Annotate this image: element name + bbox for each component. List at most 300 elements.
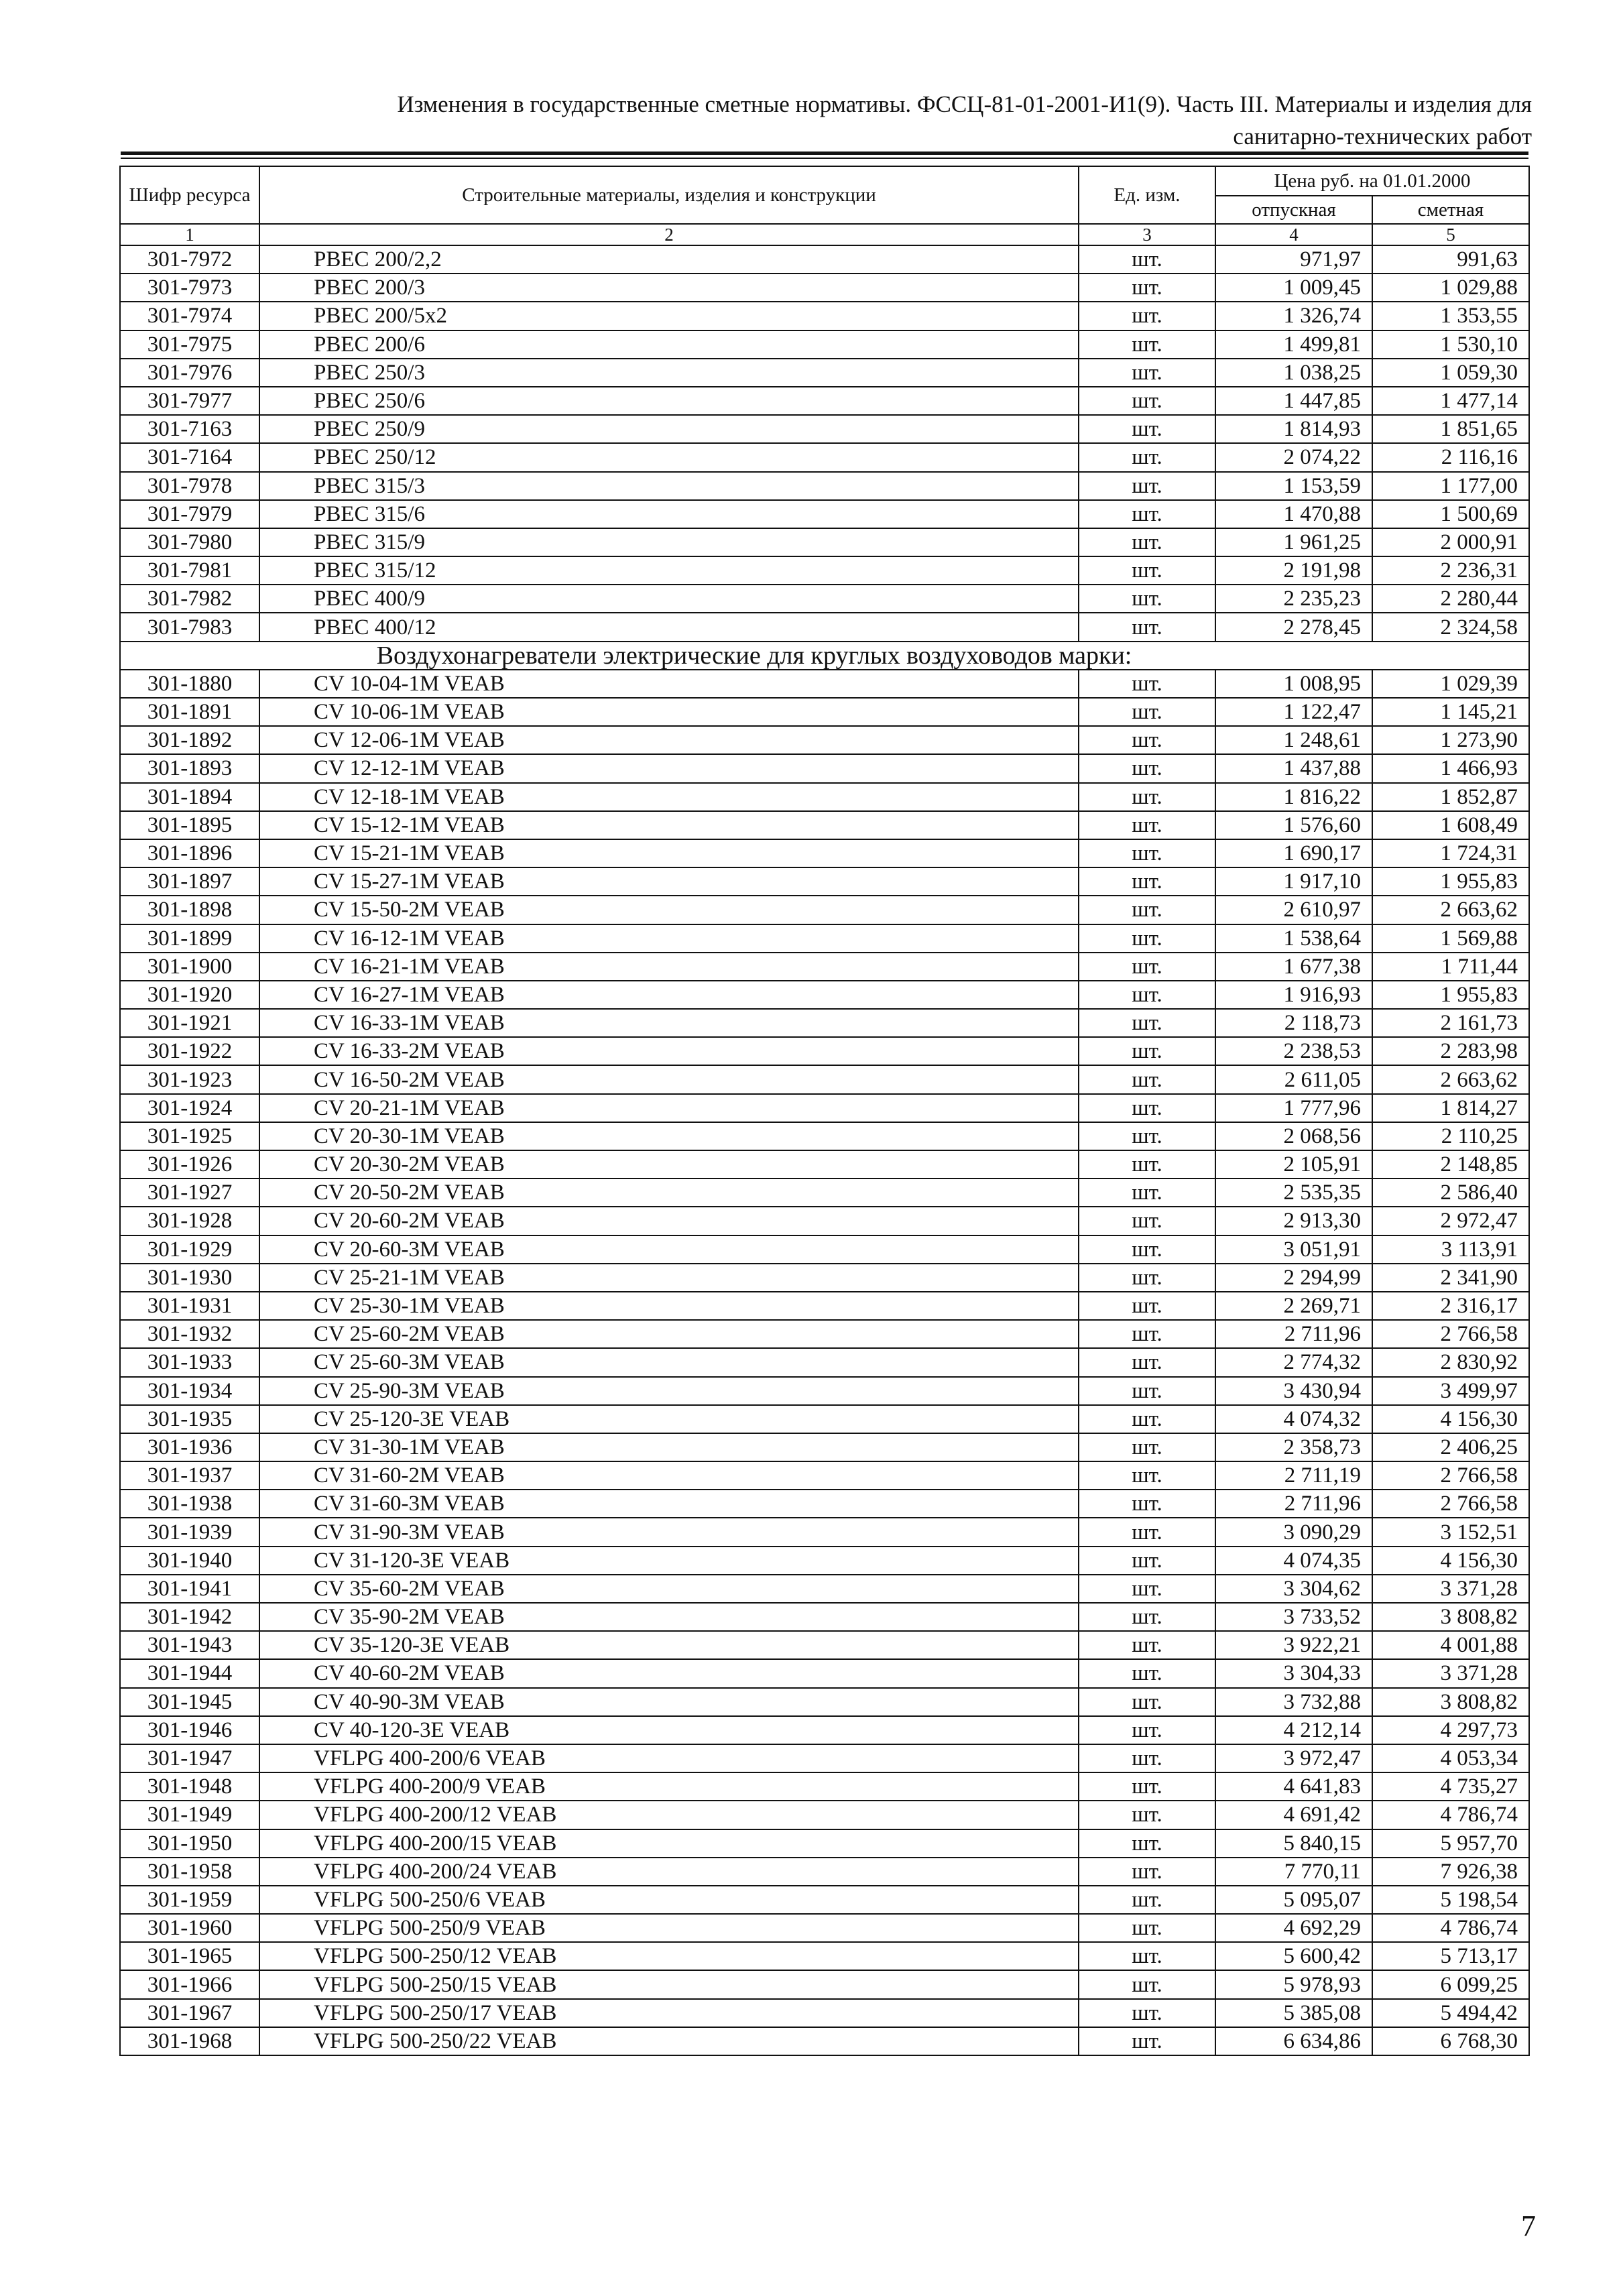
- cell-name: CV 12-12-1M VEAB: [259, 754, 1079, 782]
- cell-price-release: 6 634,86: [1215, 2027, 1372, 2055]
- table-row: [120, 1490, 1529, 1518]
- cell-price-release: 1 816,22: [1215, 783, 1372, 811]
- cell-code: 301-1933: [120, 1348, 259, 1376]
- cell-unit: шт.: [1079, 1886, 1215, 1914]
- cell-price-release: 4 691,42: [1215, 1801, 1372, 1829]
- cell-name: CV 20-21-1M VEAB: [259, 1094, 1079, 1122]
- cell-unit: шт.: [1079, 1094, 1215, 1122]
- cell-price-estimate: 4 156,30: [1372, 1405, 1529, 1433]
- cell-price-estimate: 1 029,88: [1372, 274, 1529, 302]
- cell-price-release: 1 009,45: [1215, 274, 1372, 302]
- table-row: [120, 330, 1529, 359]
- cell-price-estimate: 2 663,62: [1372, 896, 1529, 924]
- cell-price-release: 3 090,29: [1215, 1518, 1372, 1546]
- cell-price-release: 4 074,35: [1215, 1547, 1372, 1575]
- cell-price-estimate: 2 324,58: [1372, 613, 1529, 641]
- cell-code: 301-1947: [120, 1744, 259, 1772]
- cell-price-estimate: 4 156,30: [1372, 1547, 1529, 1575]
- table-row: [120, 1461, 1529, 1490]
- cell-price-estimate: 1 851,65: [1372, 415, 1529, 443]
- cell-code: 301-1966: [120, 1970, 259, 1998]
- cell-price-release: 1 470,88: [1215, 500, 1372, 528]
- header-price-estimate: сметная: [1372, 196, 1529, 224]
- cell-unit: шт.: [1079, 1179, 1215, 1207]
- cell-name: РВЕС 200/5x2: [259, 302, 1079, 330]
- cell-price-release: 2 610,97: [1215, 896, 1372, 924]
- cell-name: РВЕС 250/3: [259, 359, 1079, 387]
- cell-price-release: 5 600,42: [1215, 1942, 1372, 1970]
- cell-code: 301-1932: [120, 1320, 259, 1348]
- cell-unit: шт.: [1079, 1829, 1215, 1858]
- cell-price-estimate: 2 830,92: [1372, 1348, 1529, 1376]
- cell-unit: шт.: [1079, 811, 1215, 839]
- cell-price-estimate: 1 608,49: [1372, 811, 1529, 839]
- cell-price-release: 3 304,62: [1215, 1575, 1372, 1603]
- header-price-group: Цена руб. на 01.01.2000: [1215, 166, 1529, 196]
- cell-unit: шт.: [1079, 1292, 1215, 1320]
- cell-price-release: 4 074,32: [1215, 1405, 1372, 1433]
- cell-price-release: 4 692,29: [1215, 1914, 1372, 1942]
- cell-unit: шт.: [1079, 1716, 1215, 1744]
- cell-name: РВЕС 400/9: [259, 585, 1079, 613]
- cell-unit: шт.: [1079, 754, 1215, 782]
- cell-code: 301-1923: [120, 1065, 259, 1093]
- cell-code: 301-1949: [120, 1801, 259, 1829]
- cell-unit: шт.: [1079, 1264, 1215, 1292]
- cell-price-release: 1 538,64: [1215, 924, 1372, 953]
- cell-code: 301-7978: [120, 472, 259, 500]
- cell-code: 301-1967: [120, 1999, 259, 2027]
- cell-price-release: 1 961,25: [1215, 528, 1372, 556]
- cell-unit: шт.: [1079, 1942, 1215, 1970]
- cell-price-estimate: 4 786,74: [1372, 1801, 1529, 1829]
- cell-code: 301-7979: [120, 500, 259, 528]
- cell-unit: шт.: [1079, 698, 1215, 726]
- cell-price-estimate: 3 808,82: [1372, 1603, 1529, 1631]
- cell-unit: шт.: [1079, 2027, 1215, 2055]
- cell-unit: шт.: [1079, 1970, 1215, 1998]
- table-row: [120, 1433, 1529, 1461]
- cell-name: CV 12-06-1M VEAB: [259, 726, 1079, 754]
- table-row: [120, 613, 1529, 641]
- cell-unit: шт.: [1079, 1405, 1215, 1433]
- table-row: [120, 1065, 1529, 1093]
- cell-price-estimate: 4 297,73: [1372, 1716, 1529, 1744]
- cell-price-release: 5 385,08: [1215, 1999, 1372, 2027]
- table-row: [120, 1744, 1529, 1772]
- header-rule: [121, 152, 1528, 155]
- cell-code: 301-1925: [120, 1122, 259, 1150]
- cell-name: РВЕС 315/6: [259, 500, 1079, 528]
- cell-price-release: 2 068,56: [1215, 1122, 1372, 1150]
- header-rule-thin: [121, 158, 1528, 159]
- cell-price-release: 1 777,96: [1215, 1094, 1372, 1122]
- cell-price-release: 1 917,10: [1215, 867, 1372, 896]
- page-header: [114, 88, 1532, 153]
- header-unit: Ед. изм.: [1079, 166, 1215, 224]
- cell-price-release: 3 733,52: [1215, 1603, 1372, 1631]
- cell-code: 301-1880: [120, 670, 259, 698]
- cell-code: 301-1927: [120, 1179, 259, 1207]
- cell-price-estimate: 1 852,87: [1372, 783, 1529, 811]
- table-row: [120, 1603, 1529, 1631]
- cell-price-release: 1 122,47: [1215, 698, 1372, 726]
- cell-code: 301-7981: [120, 556, 259, 585]
- table-row: [120, 1942, 1529, 1970]
- table-row: [120, 1970, 1529, 1998]
- cell-code: 301-1898: [120, 896, 259, 924]
- table-row: [120, 359, 1529, 387]
- table-row: [120, 1405, 1529, 1433]
- cell-code: 301-1946: [120, 1716, 259, 1744]
- cell-name: CV 40-90-3M VEAB: [259, 1688, 1079, 1716]
- table-row: [120, 1575, 1529, 1603]
- table-row: [120, 1547, 1529, 1575]
- cell-price-estimate: 1 059,30: [1372, 359, 1529, 387]
- cell-price-estimate: 2 280,44: [1372, 585, 1529, 613]
- cell-name: РВЕС 200/2,2: [259, 245, 1079, 274]
- cell-unit: шт.: [1079, 1150, 1215, 1179]
- table-row: [120, 1292, 1529, 1320]
- cell-code: 301-1931: [120, 1292, 259, 1320]
- cell-unit: шт.: [1079, 867, 1215, 896]
- cell-unit: шт.: [1079, 839, 1215, 867]
- cell-code: 301-1922: [120, 1037, 259, 1065]
- cell-price-estimate: 3 499,97: [1372, 1377, 1529, 1405]
- cell-name: CV 10-04-1M VEAB: [259, 670, 1079, 698]
- table-row: [120, 274, 1529, 302]
- header-name: Строительные материалы, изделия и конструкции: [259, 166, 1079, 224]
- cell-unit: шт.: [1079, 981, 1215, 1009]
- cell-name: РВЕС 250/6: [259, 387, 1079, 415]
- cell-name: CV 20-60-2M VEAB: [259, 1207, 1079, 1235]
- cell-price-estimate: 2 766,58: [1372, 1490, 1529, 1518]
- cell-code: 301-7983: [120, 613, 259, 641]
- cell-price-estimate: 991,63: [1372, 245, 1529, 274]
- cell-price-release: 2 711,19: [1215, 1461, 1372, 1490]
- cell-price-release: 3 304,33: [1215, 1659, 1372, 1687]
- cell-price-estimate: 4 001,88: [1372, 1631, 1529, 1659]
- cell-unit: шт.: [1079, 896, 1215, 924]
- cell-price-estimate: 5 957,70: [1372, 1829, 1529, 1858]
- header-line-1: Изменения в государственные сметные нормативы. ФССЦ-81-01-2001-И1(9). Часть III. Материалы и изделия для: [397, 91, 1532, 117]
- table-row: [120, 472, 1529, 500]
- cell-price-release: 971,97: [1215, 245, 1372, 274]
- cell-unit: шт.: [1079, 1207, 1215, 1235]
- cell-price-estimate: 6 099,25: [1372, 1970, 1529, 1998]
- cell-price-release: 2 074,22: [1215, 443, 1372, 471]
- cell-price-estimate: 3 152,51: [1372, 1518, 1529, 1546]
- cell-code: 301-1897: [120, 867, 259, 896]
- cell-price-release: 1 038,25: [1215, 359, 1372, 387]
- cell-unit: шт.: [1079, 472, 1215, 500]
- cell-price-estimate: 5 713,17: [1372, 1942, 1529, 1970]
- table-row: [120, 1122, 1529, 1150]
- cell-name: CV 12-18-1M VEAB: [259, 783, 1079, 811]
- cell-price-estimate: 1 955,83: [1372, 867, 1529, 896]
- cell-name: РВЕС 200/6: [259, 330, 1079, 359]
- cell-code: 301-1965: [120, 1942, 259, 1970]
- cell-unit: шт.: [1079, 245, 1215, 274]
- cell-price-release: 2 278,45: [1215, 613, 1372, 641]
- cell-name: CV 15-21-1M VEAB: [259, 839, 1079, 867]
- cell-unit: шт.: [1079, 387, 1215, 415]
- table-row: [120, 1377, 1529, 1405]
- cell-unit: шт.: [1079, 1772, 1215, 1801]
- table-row: [120, 302, 1529, 330]
- cell-name: CV 35-120-3E VEAB: [259, 1631, 1079, 1659]
- table-row: [120, 2027, 1529, 2055]
- table-row: [120, 783, 1529, 811]
- table-row: [120, 1999, 1529, 2027]
- cell-name: CV 10-06-1M VEAB: [259, 698, 1079, 726]
- cell-price-release: 3 732,88: [1215, 1688, 1372, 1716]
- cell-name: CV 40-60-2M VEAB: [259, 1659, 1079, 1687]
- table-row: [120, 556, 1529, 585]
- cell-code: 301-7974: [120, 302, 259, 330]
- cell-price-estimate: 6 768,30: [1372, 2027, 1529, 2055]
- table-row: [120, 670, 1529, 698]
- cell-price-estimate: 7 926,38: [1372, 1858, 1529, 1886]
- table-row: [120, 981, 1529, 1009]
- table-row: [120, 1659, 1529, 1687]
- cell-price-release: 5 840,15: [1215, 1829, 1372, 1858]
- cell-unit: шт.: [1079, 556, 1215, 585]
- cell-price-estimate: 2 316,17: [1372, 1292, 1529, 1320]
- cell-code: 301-1937: [120, 1461, 259, 1490]
- header-price-release: отпускная: [1215, 196, 1372, 224]
- cell-unit: шт.: [1079, 1914, 1215, 1942]
- cell-price-estimate: 1 711,44: [1372, 953, 1529, 981]
- table-row: [120, 726, 1529, 754]
- cell-price-release: 2 118,73: [1215, 1009, 1372, 1037]
- cell-price-release: 1 437,88: [1215, 754, 1372, 782]
- cell-price-estimate: 2 161,73: [1372, 1009, 1529, 1037]
- cell-price-release: 4 212,14: [1215, 1716, 1372, 1744]
- cell-unit: шт.: [1079, 1461, 1215, 1490]
- cell-code: 301-1939: [120, 1518, 259, 1546]
- cell-code: 301-1924: [120, 1094, 259, 1122]
- cell-price-release: 2 238,53: [1215, 1037, 1372, 1065]
- cell-name: VFLPG 500-250/22 VEAB: [259, 2027, 1079, 2055]
- cell-name: CV 15-12-1M VEAB: [259, 811, 1079, 839]
- table-row: [120, 1829, 1529, 1858]
- cell-name: VFLPG 400-200/15 VEAB: [259, 1829, 1079, 1858]
- cell-code: 301-1900: [120, 953, 259, 981]
- cell-name: РВЕС 315/12: [259, 556, 1079, 585]
- cell-price-release: 2 358,73: [1215, 1433, 1372, 1461]
- table-row: [120, 1179, 1529, 1207]
- cell-unit: шт.: [1079, 1603, 1215, 1631]
- cell-unit: шт.: [1079, 1688, 1215, 1716]
- cell-name: VFLPG 400-200/6 VEAB: [259, 1744, 1079, 1772]
- cell-unit: шт.: [1079, 274, 1215, 302]
- cell-price-release: 1 814,93: [1215, 415, 1372, 443]
- cell-price-estimate: 2 972,47: [1372, 1207, 1529, 1235]
- cell-price-estimate: 1 500,69: [1372, 500, 1529, 528]
- column-index: 2: [259, 224, 1079, 245]
- cell-code: 301-1935: [120, 1405, 259, 1433]
- cell-price-release: 1 916,93: [1215, 981, 1372, 1009]
- cell-code: 301-1940: [120, 1547, 259, 1575]
- price-table: [119, 166, 1530, 2056]
- cell-name: CV 31-60-3M VEAB: [259, 1490, 1079, 1518]
- cell-price-estimate: 4 786,74: [1372, 1914, 1529, 1942]
- cell-code: 301-1945: [120, 1688, 259, 1716]
- cell-code: 301-1926: [120, 1150, 259, 1179]
- cell-name: РВЕС 250/9: [259, 415, 1079, 443]
- cell-price-release: 2 235,23: [1215, 585, 1372, 613]
- cell-price-release: 2 711,96: [1215, 1320, 1372, 1348]
- cell-price-estimate: 3 113,91: [1372, 1235, 1529, 1264]
- cell-price-release: 2 535,35: [1215, 1179, 1372, 1207]
- table-row: [120, 245, 1529, 274]
- cell-code: 301-7164: [120, 443, 259, 471]
- cell-unit: шт.: [1079, 1065, 1215, 1093]
- cell-unit: шт.: [1079, 1744, 1215, 1772]
- column-index: 1: [120, 224, 259, 245]
- cell-name: CV 31-90-3M VEAB: [259, 1518, 1079, 1546]
- table-row: [120, 867, 1529, 896]
- cell-price-estimate: 1 353,55: [1372, 302, 1529, 330]
- cell-price-estimate: 2 586,40: [1372, 1179, 1529, 1207]
- cell-code: 301-7972: [120, 245, 259, 274]
- cell-code: 301-1938: [120, 1490, 259, 1518]
- table-row: [120, 528, 1529, 556]
- cell-price-estimate: 1 724,31: [1372, 839, 1529, 867]
- cell-code: 301-1941: [120, 1575, 259, 1603]
- column-index: 5: [1372, 224, 1529, 245]
- cell-unit: шт.: [1079, 1235, 1215, 1264]
- cell-unit: шт.: [1079, 330, 1215, 359]
- cell-name: VFLPG 500-250/12 VEAB: [259, 1942, 1079, 1970]
- cell-name: РВЕС 200/3: [259, 274, 1079, 302]
- cell-price-estimate: 3 371,28: [1372, 1659, 1529, 1687]
- cell-name: CV 25-21-1M VEAB: [259, 1264, 1079, 1292]
- cell-name: CV 20-30-1M VEAB: [259, 1122, 1079, 1150]
- table-row: [120, 1518, 1529, 1546]
- cell-unit: шт.: [1079, 953, 1215, 981]
- cell-code: 301-1942: [120, 1603, 259, 1631]
- cell-name: РВЕС 315/3: [259, 472, 1079, 500]
- cell-price-estimate: 2 766,58: [1372, 1320, 1529, 1348]
- cell-unit: шт.: [1079, 1490, 1215, 1518]
- cell-code: 301-7975: [120, 330, 259, 359]
- cell-price-estimate: 3 808,82: [1372, 1688, 1529, 1716]
- cell-price-estimate: 1 145,21: [1372, 698, 1529, 726]
- cell-code: 301-1959: [120, 1886, 259, 1914]
- cell-name: CV 31-30-1M VEAB: [259, 1433, 1079, 1461]
- cell-name: CV 35-60-2M VEAB: [259, 1575, 1079, 1603]
- cell-price-release: 2 913,30: [1215, 1207, 1372, 1235]
- cell-price-release: 3 051,91: [1215, 1235, 1372, 1264]
- cell-unit: шт.: [1079, 1122, 1215, 1150]
- cell-price-release: 1 326,74: [1215, 302, 1372, 330]
- cell-unit: шт.: [1079, 1999, 1215, 2027]
- cell-code: 301-1934: [120, 1377, 259, 1405]
- cell-name: CV 35-90-2M VEAB: [259, 1603, 1079, 1631]
- cell-code: 301-1921: [120, 1009, 259, 1037]
- cell-price-release: 1 447,85: [1215, 387, 1372, 415]
- cell-unit: шт.: [1079, 500, 1215, 528]
- cell-name: VFLPG 400-200/24 VEAB: [259, 1858, 1079, 1886]
- cell-price-release: 3 972,47: [1215, 1744, 1372, 1772]
- table-row: [120, 896, 1529, 924]
- table-row: [120, 585, 1529, 613]
- table-row: [120, 839, 1529, 867]
- cell-name: CV 16-21-1M VEAB: [259, 953, 1079, 981]
- cell-name: CV 31-120-3E VEAB: [259, 1547, 1079, 1575]
- table-row: [120, 1716, 1529, 1744]
- cell-code: 301-1928: [120, 1207, 259, 1235]
- table-row: [120, 1631, 1529, 1659]
- cell-code: 301-1894: [120, 783, 259, 811]
- cell-price-release: 1 677,38: [1215, 953, 1372, 981]
- cell-code: 301-1920: [120, 981, 259, 1009]
- cell-name: CV 16-12-1M VEAB: [259, 924, 1079, 953]
- cell-price-estimate: 1 177,00: [1372, 472, 1529, 500]
- section-row: [120, 642, 1529, 670]
- cell-name: VFLPG 400-200/9 VEAB: [259, 1772, 1079, 1801]
- cell-code: 301-1948: [120, 1772, 259, 1801]
- cell-price-estimate: 2 766,58: [1372, 1461, 1529, 1490]
- cell-name: CV 40-120-3E VEAB: [259, 1716, 1079, 1744]
- cell-unit: шт.: [1079, 1547, 1215, 1575]
- cell-unit: шт.: [1079, 1009, 1215, 1037]
- table-row: [120, 1801, 1529, 1829]
- column-index-row: [120, 224, 1529, 245]
- cell-code: 301-1895: [120, 811, 259, 839]
- cell-price-estimate: 3 371,28: [1372, 1575, 1529, 1603]
- cell-price-release: 2 269,71: [1215, 1292, 1372, 1320]
- cell-unit: шт.: [1079, 783, 1215, 811]
- cell-price-release: 2 611,05: [1215, 1065, 1372, 1093]
- cell-name: VFLPG 400-200/12 VEAB: [259, 1801, 1079, 1829]
- cell-code: 301-1929: [120, 1235, 259, 1264]
- cell-code: 301-1892: [120, 726, 259, 754]
- cell-price-estimate: 1 477,14: [1372, 387, 1529, 415]
- cell-price-release: 5 978,93: [1215, 1970, 1372, 1998]
- cell-name: CV 25-120-3E VEAB: [259, 1405, 1079, 1433]
- cell-name: VFLPG 500-250/17 VEAB: [259, 1999, 1079, 2027]
- header-line-2: санитарно-технических работ: [1233, 123, 1532, 149]
- cell-unit: шт.: [1079, 1518, 1215, 1546]
- cell-price-estimate: 2 110,25: [1372, 1122, 1529, 1150]
- cell-code: 301-7976: [120, 359, 259, 387]
- cell-price-estimate: 4 735,27: [1372, 1772, 1529, 1801]
- cell-unit: шт.: [1079, 613, 1215, 641]
- cell-unit: шт.: [1079, 585, 1215, 613]
- cell-code: 301-1968: [120, 2027, 259, 2055]
- table-row: [120, 1235, 1529, 1264]
- table-row: [120, 1348, 1529, 1376]
- cell-price-release: 3 430,94: [1215, 1377, 1372, 1405]
- cell-price-estimate: 5 494,42: [1372, 1999, 1529, 2027]
- cell-code: 301-7980: [120, 528, 259, 556]
- cell-price-estimate: 1 569,88: [1372, 924, 1529, 953]
- cell-code: 301-1896: [120, 839, 259, 867]
- cell-code: 301-1891: [120, 698, 259, 726]
- cell-unit: шт.: [1079, 1320, 1215, 1348]
- cell-unit: шт.: [1079, 528, 1215, 556]
- cell-price-release: 1 008,95: [1215, 670, 1372, 698]
- cell-code: 301-1958: [120, 1858, 259, 1886]
- cell-price-release: 7 770,11: [1215, 1858, 1372, 1886]
- cell-code: 301-1936: [120, 1433, 259, 1461]
- table-row: [120, 924, 1529, 953]
- cell-name: CV 25-90-3M VEAB: [259, 1377, 1079, 1405]
- cell-code: 301-1899: [120, 924, 259, 953]
